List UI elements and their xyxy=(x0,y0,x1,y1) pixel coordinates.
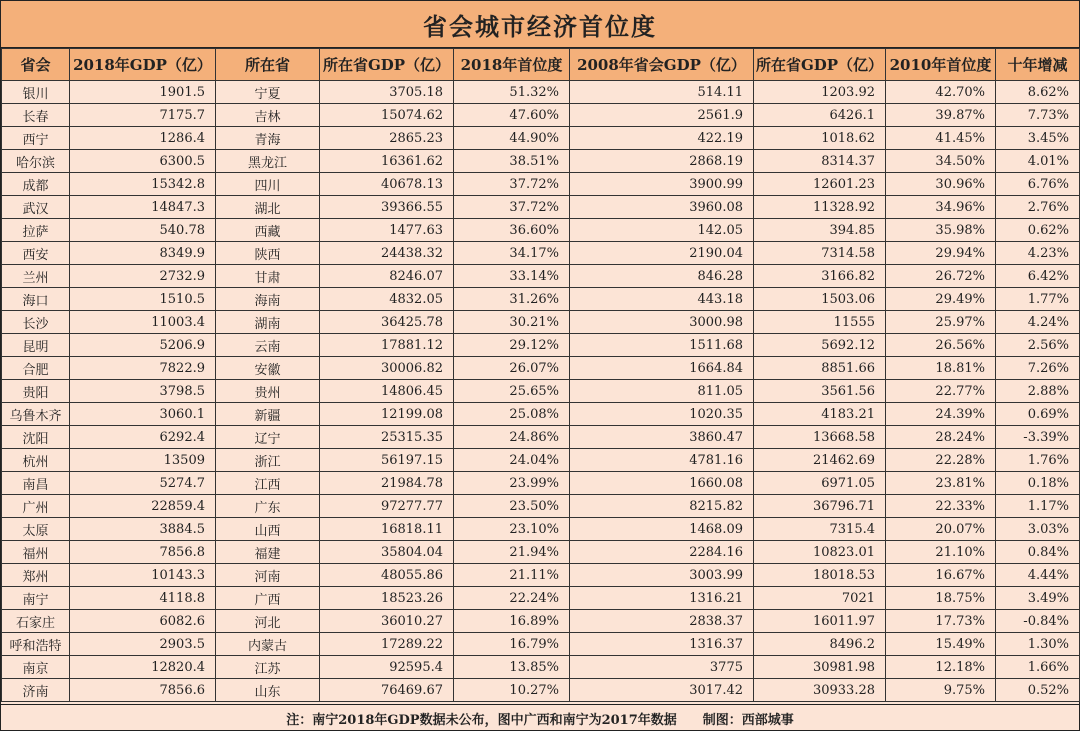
table-cell: 11003.4 xyxy=(70,311,216,334)
table-cell: 21.11% xyxy=(454,564,570,587)
table-cell: 1503.06 xyxy=(754,288,886,311)
table-row xyxy=(2,127,1080,150)
column-header: 2008年省会GDP（亿） xyxy=(570,49,754,81)
table-cell: 2732.9 xyxy=(70,265,216,288)
table-cell: 2868.19 xyxy=(570,150,754,173)
table-cell: 1.30% xyxy=(996,633,1080,656)
table-cell: 29.94% xyxy=(886,242,996,265)
table-row xyxy=(2,426,1080,449)
table-cell: 30.96% xyxy=(886,173,996,196)
table-cell: 0.69% xyxy=(996,403,1080,426)
table-cell: 92595.4 xyxy=(320,656,454,679)
table-cell: 宁夏 xyxy=(216,81,320,104)
table-cell: 新疆 xyxy=(216,403,320,426)
column-header: 2018年GDP（亿） xyxy=(70,49,216,81)
table-row xyxy=(2,472,1080,495)
table-cell: 乌鲁木齐 xyxy=(2,403,70,426)
table-cell: 3705.18 xyxy=(320,81,454,104)
table-row xyxy=(2,679,1080,702)
table-cell: 13668.58 xyxy=(754,426,886,449)
table-cell: 15342.8 xyxy=(70,173,216,196)
table-cell: 江西 xyxy=(216,472,320,495)
table-cell: 安徽 xyxy=(216,357,320,380)
table-cell: 云南 xyxy=(216,334,320,357)
table-cell: 51.32% xyxy=(454,81,570,104)
footnote: 注：南宁2018年GDP数据未公布，图中广西和南宁为2017年数据 制图：西部城事 xyxy=(1,704,1079,731)
table-row xyxy=(2,242,1080,265)
table-row xyxy=(2,334,1080,357)
table-cell: 吉林 xyxy=(216,104,320,127)
table-cell: 47.60% xyxy=(454,104,570,127)
table-cell: 24.39% xyxy=(886,403,996,426)
table-cell: 4.01% xyxy=(996,150,1080,173)
table-cell: 3900.99 xyxy=(570,173,754,196)
table-cell: 36010.27 xyxy=(320,610,454,633)
column-header: 所在省GDP（亿） xyxy=(320,49,454,81)
table-cell: 17289.22 xyxy=(320,633,454,656)
table-cell: 福州 xyxy=(2,541,70,564)
table-cell: 拉萨 xyxy=(2,219,70,242)
table-cell: 3000.98 xyxy=(570,311,754,334)
table-cell: 2903.5 xyxy=(70,633,216,656)
table-row xyxy=(2,288,1080,311)
table-cell: 1.17% xyxy=(996,495,1080,518)
table-cell: 30.21% xyxy=(454,311,570,334)
table-cell: 76469.67 xyxy=(320,679,454,702)
column-header: 十年增减 xyxy=(996,49,1080,81)
table-cell: 11328.92 xyxy=(754,196,886,219)
table-cell: 甘肃 xyxy=(216,265,320,288)
table-cell: 3166.82 xyxy=(754,265,886,288)
table-cell: 811.05 xyxy=(570,380,754,403)
table-cell: 514.11 xyxy=(570,81,754,104)
table-cell: 7856.8 xyxy=(70,541,216,564)
table-cell: 4.24% xyxy=(996,311,1080,334)
table-cell: 贵阳 xyxy=(2,380,70,403)
table-row xyxy=(2,518,1080,541)
table-row xyxy=(2,656,1080,679)
table-cell: -3.39% xyxy=(996,426,1080,449)
table-cell: 河南 xyxy=(216,564,320,587)
table-cell: 36.60% xyxy=(454,219,570,242)
table-body xyxy=(2,81,1080,702)
table-cell: 13.85% xyxy=(454,656,570,679)
table-cell: 35804.04 xyxy=(320,541,454,564)
table-cell: 394.85 xyxy=(754,219,886,242)
table-cell: 8349.9 xyxy=(70,242,216,265)
table-cell: 7856.6 xyxy=(70,679,216,702)
table-cell: 河北 xyxy=(216,610,320,633)
table-cell: 3.45% xyxy=(996,127,1080,150)
table-cell: 12601.23 xyxy=(754,173,886,196)
table-cell: 25.97% xyxy=(886,311,996,334)
gdp-table xyxy=(1,48,1080,702)
table-row xyxy=(2,81,1080,104)
table-row xyxy=(2,633,1080,656)
table-cell: 广东 xyxy=(216,495,320,518)
table-cell: 山东 xyxy=(216,679,320,702)
table-cell: 10143.3 xyxy=(70,564,216,587)
table-cell: 沈阳 xyxy=(2,426,70,449)
table-cell: 2190.04 xyxy=(570,242,754,265)
table-cell: 8496.2 xyxy=(754,633,886,656)
table-cell: 海南 xyxy=(216,288,320,311)
table-cell: 兰州 xyxy=(2,265,70,288)
table-cell: 56197.15 xyxy=(320,449,454,472)
table-cell: 石家庄 xyxy=(2,610,70,633)
table-cell: 2838.37 xyxy=(570,610,754,633)
table-cell: 36796.71 xyxy=(754,495,886,518)
table-cell: 25.65% xyxy=(454,380,570,403)
table-row xyxy=(2,403,1080,426)
table-cell: 长春 xyxy=(2,104,70,127)
table-cell: 7.26% xyxy=(996,357,1080,380)
table-cell: 0.18% xyxy=(996,472,1080,495)
table-cell: 昆明 xyxy=(2,334,70,357)
table-cell: 17.73% xyxy=(886,610,996,633)
table-cell: 15074.62 xyxy=(320,104,454,127)
table-cell: 4.23% xyxy=(996,242,1080,265)
table-cell: 540.78 xyxy=(70,219,216,242)
table-cell: 辽宁 xyxy=(216,426,320,449)
table-cell: 21.94% xyxy=(454,541,570,564)
table-cell: 1316.37 xyxy=(570,633,754,656)
table-cell: 34.96% xyxy=(886,196,996,219)
table-cell: 16361.62 xyxy=(320,150,454,173)
table-cell: 8215.82 xyxy=(570,495,754,518)
table-cell: 18.75% xyxy=(886,587,996,610)
table-cell: 24.04% xyxy=(454,449,570,472)
table-cell: 3960.08 xyxy=(570,196,754,219)
table-cell: 1511.68 xyxy=(570,334,754,357)
table-cell: 23.10% xyxy=(454,518,570,541)
table-cell: 5692.12 xyxy=(754,334,886,357)
table-cell: 3017.42 xyxy=(570,679,754,702)
table-cell: 哈尔滨 xyxy=(2,150,70,173)
table-cell: 1.76% xyxy=(996,449,1080,472)
table-cell: 7175.7 xyxy=(70,104,216,127)
table-cell: 22859.4 xyxy=(70,495,216,518)
table-cell: 12.18% xyxy=(886,656,996,679)
column-header: 2018年首位度 xyxy=(454,49,570,81)
table-cell: 10.27% xyxy=(454,679,570,702)
table-cell: 28.24% xyxy=(886,426,996,449)
table-cell: 23.99% xyxy=(454,472,570,495)
table-cell: 23.50% xyxy=(454,495,570,518)
table-cell: 福建 xyxy=(216,541,320,564)
table-cell: 2865.23 xyxy=(320,127,454,150)
table-cell: 41.45% xyxy=(886,127,996,150)
table-cell: 8.62% xyxy=(996,81,1080,104)
table-row xyxy=(2,311,1080,334)
table-cell: 2.56% xyxy=(996,334,1080,357)
table-cell: 10823.01 xyxy=(754,541,886,564)
table-row xyxy=(2,173,1080,196)
table-cell: 5274.7 xyxy=(70,472,216,495)
table-cell: 21984.78 xyxy=(320,472,454,495)
table-cell: 35.98% xyxy=(886,219,996,242)
table-cell: 37.72% xyxy=(454,196,570,219)
table-cell: 48055.86 xyxy=(320,564,454,587)
table-cell: 21462.69 xyxy=(754,449,886,472)
table-cell: 1286.4 xyxy=(70,127,216,150)
table-cell: 11555 xyxy=(754,311,886,334)
table-cell: 22.77% xyxy=(886,380,996,403)
table-cell: 422.19 xyxy=(570,127,754,150)
table-cell: 142.05 xyxy=(570,219,754,242)
table-cell: 太原 xyxy=(2,518,70,541)
table-cell: 12820.4 xyxy=(70,656,216,679)
table-cell: 1510.5 xyxy=(70,288,216,311)
table-cell: 21.10% xyxy=(886,541,996,564)
table-row xyxy=(2,587,1080,610)
table-cell: 南昌 xyxy=(2,472,70,495)
table-cell: 1018.62 xyxy=(754,127,886,150)
table-cell: 16.67% xyxy=(886,564,996,587)
table-cell: 3860.47 xyxy=(570,426,754,449)
table-cell: 39366.55 xyxy=(320,196,454,219)
table-cell: 39.87% xyxy=(886,104,996,127)
table-cell: 16.89% xyxy=(454,610,570,633)
table-cell: 22.24% xyxy=(454,587,570,610)
table-cell: 16.79% xyxy=(454,633,570,656)
table-cell: 1660.08 xyxy=(570,472,754,495)
table-cell: 30981.98 xyxy=(754,656,886,679)
table-cell: 31.26% xyxy=(454,288,570,311)
table-cell: 贵州 xyxy=(216,380,320,403)
table-cell: 4.44% xyxy=(996,564,1080,587)
column-header: 2010年首位度 xyxy=(886,49,996,81)
table-cell: 南京 xyxy=(2,656,70,679)
table-cell: 8246.07 xyxy=(320,265,454,288)
table-cell: 1664.84 xyxy=(570,357,754,380)
table-cell: 广西 xyxy=(216,587,320,610)
table-cell: 武汉 xyxy=(2,196,70,219)
table-cell: 浙江 xyxy=(216,449,320,472)
table-cell: 西宁 xyxy=(2,127,70,150)
table-cell: 7822.9 xyxy=(70,357,216,380)
table-row xyxy=(2,610,1080,633)
table-cell: 6.42% xyxy=(996,265,1080,288)
table-cell: 40678.13 xyxy=(320,173,454,196)
table-cell: 29.49% xyxy=(886,288,996,311)
table-cell: 12199.08 xyxy=(320,403,454,426)
table-cell: 17881.12 xyxy=(320,334,454,357)
table-row xyxy=(2,104,1080,127)
table-cell: 3561.56 xyxy=(754,380,886,403)
table-cell: 济南 xyxy=(2,679,70,702)
table-cell: 山西 xyxy=(216,518,320,541)
table-cell: 2561.9 xyxy=(570,104,754,127)
table-cell: 25315.35 xyxy=(320,426,454,449)
table-cell: 37.72% xyxy=(454,173,570,196)
table-cell: 3.49% xyxy=(996,587,1080,610)
table-cell: 4832.05 xyxy=(320,288,454,311)
table-cell: 7021 xyxy=(754,587,886,610)
table-cell: 南宁 xyxy=(2,587,70,610)
table-header-row xyxy=(2,49,1080,81)
table-cell: 杭州 xyxy=(2,449,70,472)
table-row xyxy=(2,219,1080,242)
table-cell: 湖南 xyxy=(216,311,320,334)
table-cell: 15.49% xyxy=(886,633,996,656)
table-cell: 5206.9 xyxy=(70,334,216,357)
table-cell: 西安 xyxy=(2,242,70,265)
table-cell: 4118.8 xyxy=(70,587,216,610)
table-cell: 44.90% xyxy=(454,127,570,150)
table-cell: 3798.5 xyxy=(70,380,216,403)
table-cell: 黑龙江 xyxy=(216,150,320,173)
table-cell: 成都 xyxy=(2,173,70,196)
table-cell: 846.28 xyxy=(570,265,754,288)
table-cell: 6292.4 xyxy=(70,426,216,449)
table-cell: 30006.82 xyxy=(320,357,454,380)
table-cell: 29.12% xyxy=(454,334,570,357)
table-row xyxy=(2,357,1080,380)
table-row xyxy=(2,265,1080,288)
table-cell: 34.17% xyxy=(454,242,570,265)
table-cell: 长沙 xyxy=(2,311,70,334)
table-cell: 4781.16 xyxy=(570,449,754,472)
table-cell: 湖北 xyxy=(216,196,320,219)
table-cell: 呼和浩特 xyxy=(2,633,70,656)
table-cell: 西藏 xyxy=(216,219,320,242)
table-row xyxy=(2,541,1080,564)
table-cell: 1316.21 xyxy=(570,587,754,610)
table-cell: 8314.37 xyxy=(754,150,886,173)
column-header: 所在省GDP（亿） xyxy=(754,49,886,81)
table-cell: 郑州 xyxy=(2,564,70,587)
table-cell: 3775 xyxy=(570,656,754,679)
table-cell: 6082.6 xyxy=(70,610,216,633)
table-cell: 9.75% xyxy=(886,679,996,702)
table-cell: 8851.66 xyxy=(754,357,886,380)
column-header: 所在省 xyxy=(216,49,320,81)
table-cell: 20.07% xyxy=(886,518,996,541)
table-cell: 3884.5 xyxy=(70,518,216,541)
table-cell: 36425.78 xyxy=(320,311,454,334)
table-row xyxy=(2,564,1080,587)
table-cell: 陕西 xyxy=(216,242,320,265)
table-cell: 银川 xyxy=(2,81,70,104)
table-cell: 97277.77 xyxy=(320,495,454,518)
table-cell: 6971.05 xyxy=(754,472,886,495)
table-cell: 青海 xyxy=(216,127,320,150)
table-row xyxy=(2,150,1080,173)
column-header: 省会 xyxy=(2,49,70,81)
table-cell: 18018.53 xyxy=(754,564,886,587)
table-cell: 6.76% xyxy=(996,173,1080,196)
table-cell: 四川 xyxy=(216,173,320,196)
table-cell: 22.28% xyxy=(886,449,996,472)
table-row xyxy=(2,495,1080,518)
table-cell: 2284.16 xyxy=(570,541,754,564)
table-cell: 0.52% xyxy=(996,679,1080,702)
table-cell: 内蒙古 xyxy=(216,633,320,656)
table-cell: 7.73% xyxy=(996,104,1080,127)
table-cell: 2.76% xyxy=(996,196,1080,219)
table-cell: 3.03% xyxy=(996,518,1080,541)
table-cell: 14806.45 xyxy=(320,380,454,403)
table-cell: 16011.97 xyxy=(754,610,886,633)
table-cell: 13509 xyxy=(70,449,216,472)
table-cell: 1020.35 xyxy=(570,403,754,426)
table-cell: 6300.5 xyxy=(70,150,216,173)
table-cell: 25.08% xyxy=(454,403,570,426)
table-cell: 33.14% xyxy=(454,265,570,288)
table-cell: 34.50% xyxy=(886,150,996,173)
table-cell: 18523.26 xyxy=(320,587,454,610)
table-cell: 合肥 xyxy=(2,357,70,380)
table-cell: 24.86% xyxy=(454,426,570,449)
table-cell: 26.56% xyxy=(886,334,996,357)
table-cell: 30933.28 xyxy=(754,679,886,702)
table-cell: 1477.63 xyxy=(320,219,454,242)
table-cell: 广州 xyxy=(2,495,70,518)
table-row xyxy=(2,449,1080,472)
table-cell: 18.81% xyxy=(886,357,996,380)
table-row xyxy=(2,196,1080,219)
table-cell: 443.18 xyxy=(570,288,754,311)
table-cell: 38.51% xyxy=(454,150,570,173)
table-cell: 23.81% xyxy=(886,472,996,495)
table-cell: 14847.3 xyxy=(70,196,216,219)
table-cell: 42.70% xyxy=(886,81,996,104)
table-cell: 2.88% xyxy=(996,380,1080,403)
table-cell: 7315.4 xyxy=(754,518,886,541)
table-cell: 3003.99 xyxy=(570,564,754,587)
table-cell: 16818.11 xyxy=(320,518,454,541)
table-cell: 海口 xyxy=(2,288,70,311)
table-cell: 0.84% xyxy=(996,541,1080,564)
table-cell: 0.62% xyxy=(996,219,1080,242)
table-cell: 1.77% xyxy=(996,288,1080,311)
page-title: 省会城市经济首位度 xyxy=(1,1,1079,48)
table-cell: 1.66% xyxy=(996,656,1080,679)
table-cell: 24438.32 xyxy=(320,242,454,265)
table-cell: 22.33% xyxy=(886,495,996,518)
table-cell: 26.72% xyxy=(886,265,996,288)
table-cell: 6426.1 xyxy=(754,104,886,127)
table-cell: 26.07% xyxy=(454,357,570,380)
table-cell: 1901.5 xyxy=(70,81,216,104)
table-cell: 3060.1 xyxy=(70,403,216,426)
table-cell: 1203.92 xyxy=(754,81,886,104)
table-cell: 4183.21 xyxy=(754,403,886,426)
table-cell: 7314.58 xyxy=(754,242,886,265)
table-cell: 江苏 xyxy=(216,656,320,679)
table-cell: -0.84% xyxy=(996,610,1080,633)
table-cell: 1468.09 xyxy=(570,518,754,541)
table-row xyxy=(2,380,1080,403)
